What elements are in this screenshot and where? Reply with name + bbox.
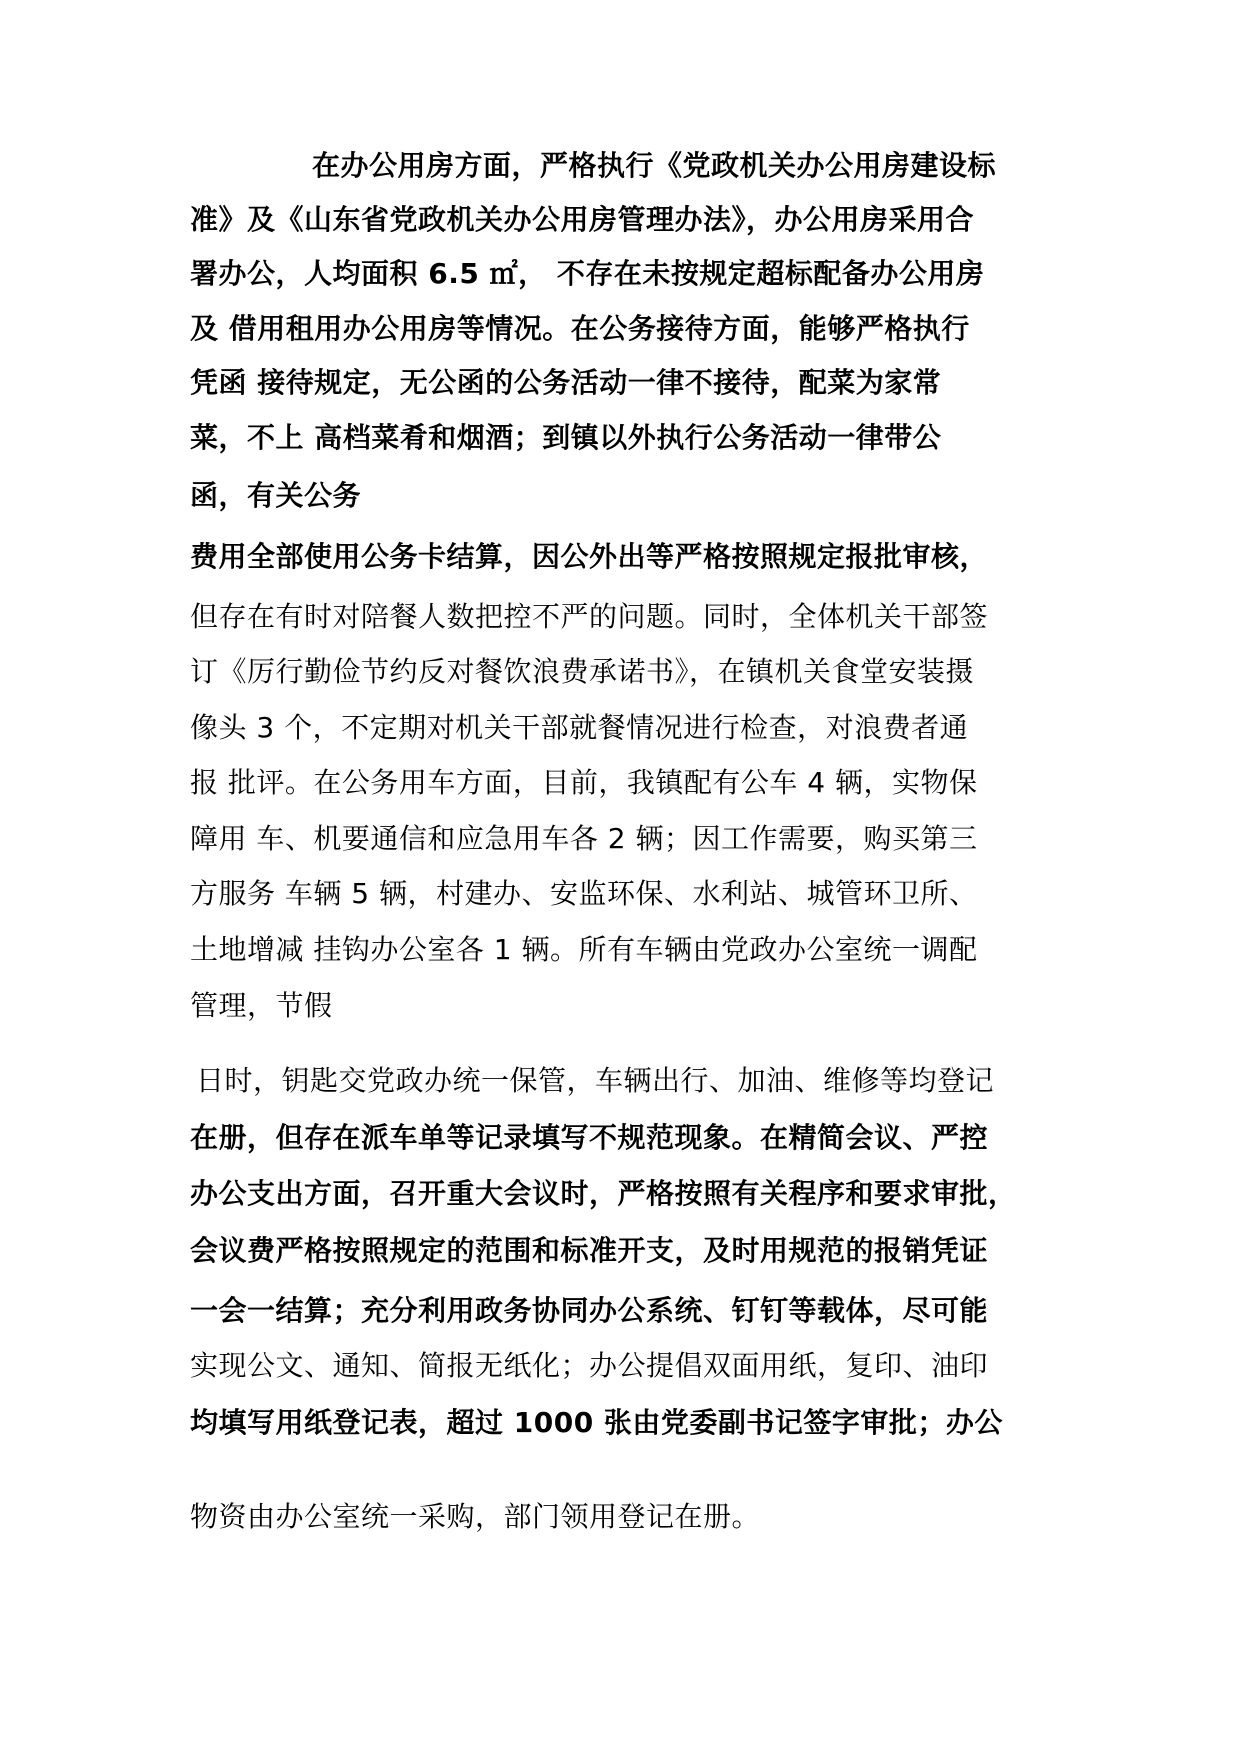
text-line-21: 一会一结算；充分利用政务协同办公系统、钉钉等载体，尽可能 xyxy=(190,1294,989,1327)
text-line-16: 管理，节假 xyxy=(190,989,333,1022)
text-line-10: 订《厉行勤俭节约反对餐饮浪费承诺书》，在镇机关食堂安装摄 xyxy=(190,655,975,688)
text-line-15: 土地增减 挂钩办公室各 1 辆。所有车辆由党政办公室统一调配 xyxy=(190,933,978,966)
text-line-3: 署办公，人均面积 6.5 ㎡， 不存在未按规定超标配备办公用房 xyxy=(190,257,985,290)
text-line-24: 物资由办公室统一采购，部门领用登记在册。 xyxy=(190,1500,761,1533)
text-line-2: 准》及《山东省党政机关办公用房管理办法》，办公用房采用合 xyxy=(190,203,975,236)
text-line-23: 均填写用纸登记表，超过 1000 张由党委副书记签字审批；办公 xyxy=(190,1406,1003,1439)
text-line-4: 及 借用租用办公用房等情况。在公务接待方面，能够严格执行 xyxy=(190,312,970,345)
text-line-22: 实现公文、通知、简报无纸化；办公提倡双面用纸，复印、油印 xyxy=(190,1349,989,1382)
text-line-19: 办公支出方面，召开重大会议时，严格按照有关程序和要求审批， xyxy=(190,1177,1017,1210)
text-line-9: 但存在有时对陪餐人数把控不严的问题。同时，全体机关干部签 xyxy=(190,600,989,633)
text-line-7: 函，有关公务 xyxy=(190,479,362,512)
text-line-5: 凭函 接待规定，无公函的公务活动一律不接待，配菜为家常 xyxy=(190,366,942,399)
text-line-14: 方服务 车辆 5 辆，村建办、安监环保、水利站、城管环卫所、 xyxy=(190,877,978,910)
text-line-17: 日时，钥匙交党政办统一保管，车辆出行、加油、维修等均登记 xyxy=(196,1064,995,1097)
text-line-8: 费用全部使用公务卡结算，因公外出等严格按照规定报批审核， xyxy=(190,540,989,573)
text-line-6: 菜，不上 高档菜肴和烟酒；到镇以外执行公务活动一律带公 xyxy=(190,421,942,454)
text-line-18: 在册，但存在派车单等记录填写不规范现象。在精简会议、严控 xyxy=(190,1121,989,1154)
text-line-1: 在办公用房方面，严格执行《党政机关办公用房建设标 xyxy=(312,149,997,182)
text-line-13: 障用 车、机要通信和应急用车各 2 辆；因工作需要，购买第三 xyxy=(190,822,978,855)
text-line-11: 像头 3 个，不定期对机关干部就餐情况进行检查，对浪费者通 xyxy=(190,711,969,744)
text-line-20: 会议费严格按照规定的范围和标准开支，及时用规范的报销凭证 xyxy=(190,1234,989,1267)
text-line-12: 报 批评。在公务用车方面，目前，我镇配有公车 4 辆，实物保 xyxy=(190,766,978,799)
